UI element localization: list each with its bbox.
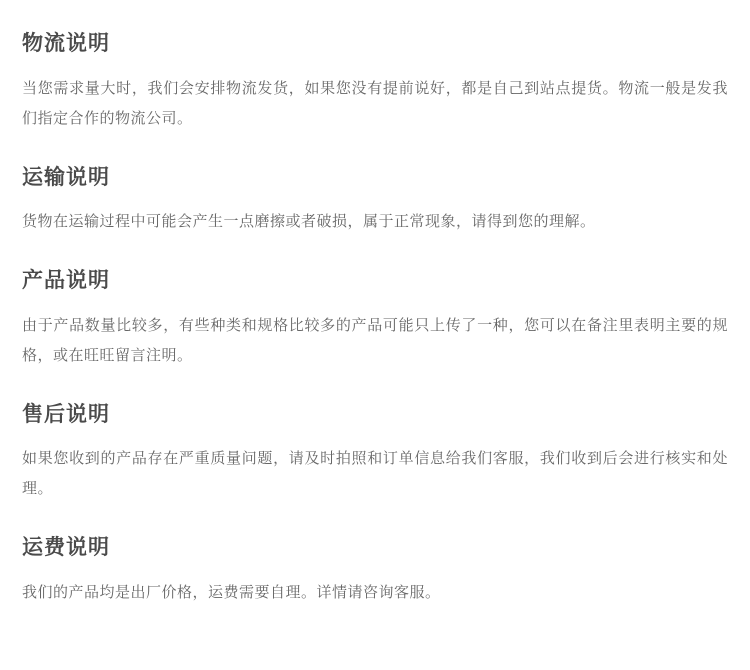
section-title-logistics: 物流说明	[22, 32, 110, 55]
section-product	[22, 265, 728, 371]
section-freight	[22, 532, 728, 608]
section-title-freight: 运费说明	[22, 536, 110, 559]
section-title-transport: 运输说明	[22, 165, 110, 189]
section-body-transport: 货物在运输过程中可能会产生一点磨擦或者破损，属于正常现象，请得到您的理解。	[22, 213, 596, 230]
section-body-freight: 我们的产品均是出厂价格，运费需要自理。详情请咨询客服。	[22, 583, 441, 601]
section-transport	[22, 162, 728, 238]
section-body-logistics: 当您需求量大时，我们会安排物流发货，如果您没有提前说好，都是自己到站点提货。物流一般是发我们指定合作的物流公司。	[22, 79, 728, 127]
section-body-product: 由于产品数量比较多，有些种类和规格比较多的产品可能只上传了一种，您可以在备注里表明主要的规格，或在旺旺留言注明。	[22, 316, 728, 364]
section-logistics	[22, 28, 728, 134]
section-aftersales	[22, 399, 728, 505]
section-title-product: 产品说明	[22, 269, 110, 292]
section-title-aftersales: 售后说明	[22, 402, 110, 426]
section-body-aftersales: 如果您收到的产品存在严重质量问题，请及时拍照和订单信息给我们客服，我们收到后会进行核实和处理。	[22, 450, 728, 497]
